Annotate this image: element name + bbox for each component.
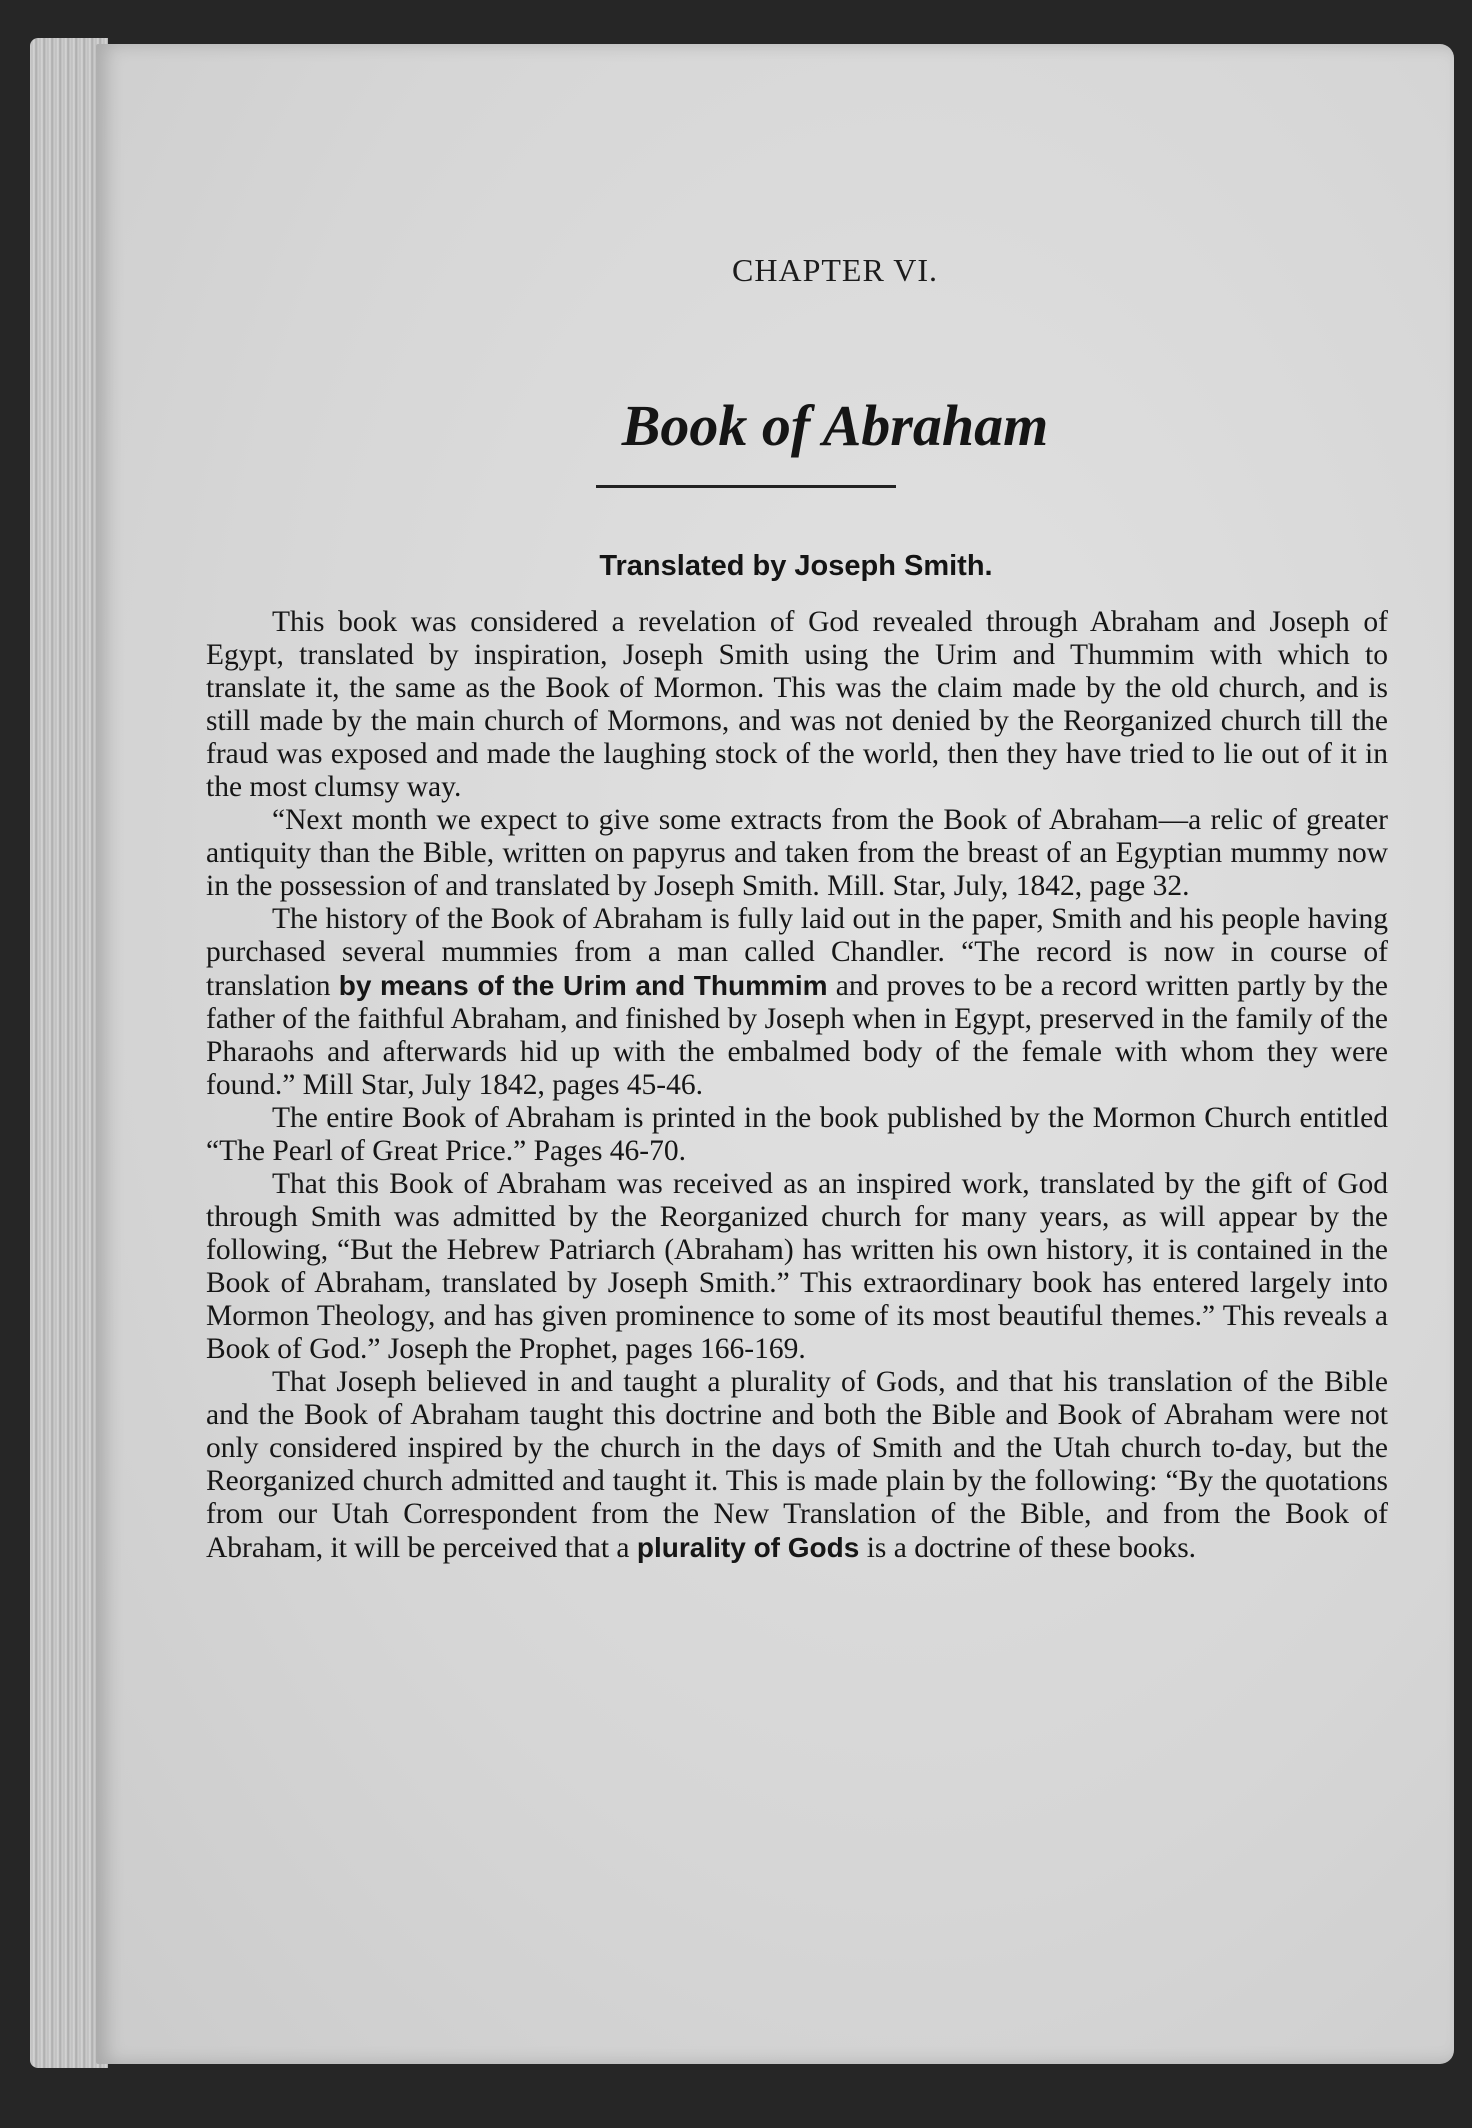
emphasis-plurality-of-gods: plurality of Gods xyxy=(636,1532,860,1563)
paragraph-5: That this Book of Abraham was received as an inspired work, translated by the gift of God through Smith was admitted by the Reorganized church for many years, as will appear by the following, “But the Hebrew Patriarch (Abraham) has written his own history, it is contained in the Book of Abraham, translated by Joseph Smith.” This extraordinary book has entered largely into Mormon Theology, and has given prominence to some of its most beautiful themes.” This reveals a Book of God.” Joseph the Prophet, pages 166-169. xyxy=(206,1168,1388,1365)
paragraph-3-text-cont: and proves to be a record written partly by the father of the faithful Abraham, and finished by Joseph when in Egypt, preserved in the family of the Pharaohs and afterwards hid up with the embalmed body of the female with whom they were found.” Mill Star, July 1842, pages 45-46. xyxy=(206,970,1388,1101)
paragraph-3-text: The history of the Book of Abraham is fully laid out in the paper, Smith and his people having purchased several mummies from a man called Chandler. “The record is now in course of translation xyxy=(206,903,1388,1002)
paragraph-6-text: That Joseph believed in and taught a plurality of Gods, and that his translation of the Bible and the Book of Abraham taught this doctrine and both the Bible and Book of Abraham were not only considered inspired by the church in the days of Smith and the Utah church to-day, but the Reorganized church admitted and taught it. This is made plain by the following: “By the quotations from our Utah Correspondent from the New Translation of the Bible, and from the Book of Abraham, it will be perceived that a xyxy=(206,1366,1388,1564)
emphasis-urim-thummim: by means of the Urim and Thummim xyxy=(338,970,828,1001)
chapter-heading: CHAPTER VI. xyxy=(732,252,938,288)
body-text xyxy=(206,606,1388,1565)
page-title: Book of Abraham xyxy=(621,393,1049,458)
title-divider xyxy=(596,485,896,488)
paragraph-3 xyxy=(206,903,1388,1102)
paragraph-2: “Next month we expect to give some extracts from the Book of Abraham—a relic of greater antiquity than the Bible, written on papyrus and taken from the breast of an Egyptian mummy now in the possession of and translated by Joseph Smith. Mill. Star, July, 1842, page 32. xyxy=(206,804,1388,902)
paragraph-1: This book was considered a revelation of God revealed through Abraham and Joseph of Egypt, translated by inspiration, Joseph Smith using the Urim and Thummim with which to translate it, the same as the Book of Mormon. This was the claim made by the old church, and is still made by the main church of Mormons, and was not denied by the Reorganized church till the fraud was exposed and made the laughing stock of the world, then they have tried to lie out of it in the most clumsy way. xyxy=(206,606,1388,803)
paragraph-6-text-cont: is a doctrine of these books. xyxy=(859,1532,1197,1564)
subtitle: Translated by Joseph Smith. xyxy=(599,550,993,582)
paragraph-4: The entire Book of Abraham is printed in the book published by the Mormon Church entitled “The Pearl of Great Price.” Pages 46-70. xyxy=(206,1102,1388,1167)
paragraph-6 xyxy=(206,1366,1388,1565)
